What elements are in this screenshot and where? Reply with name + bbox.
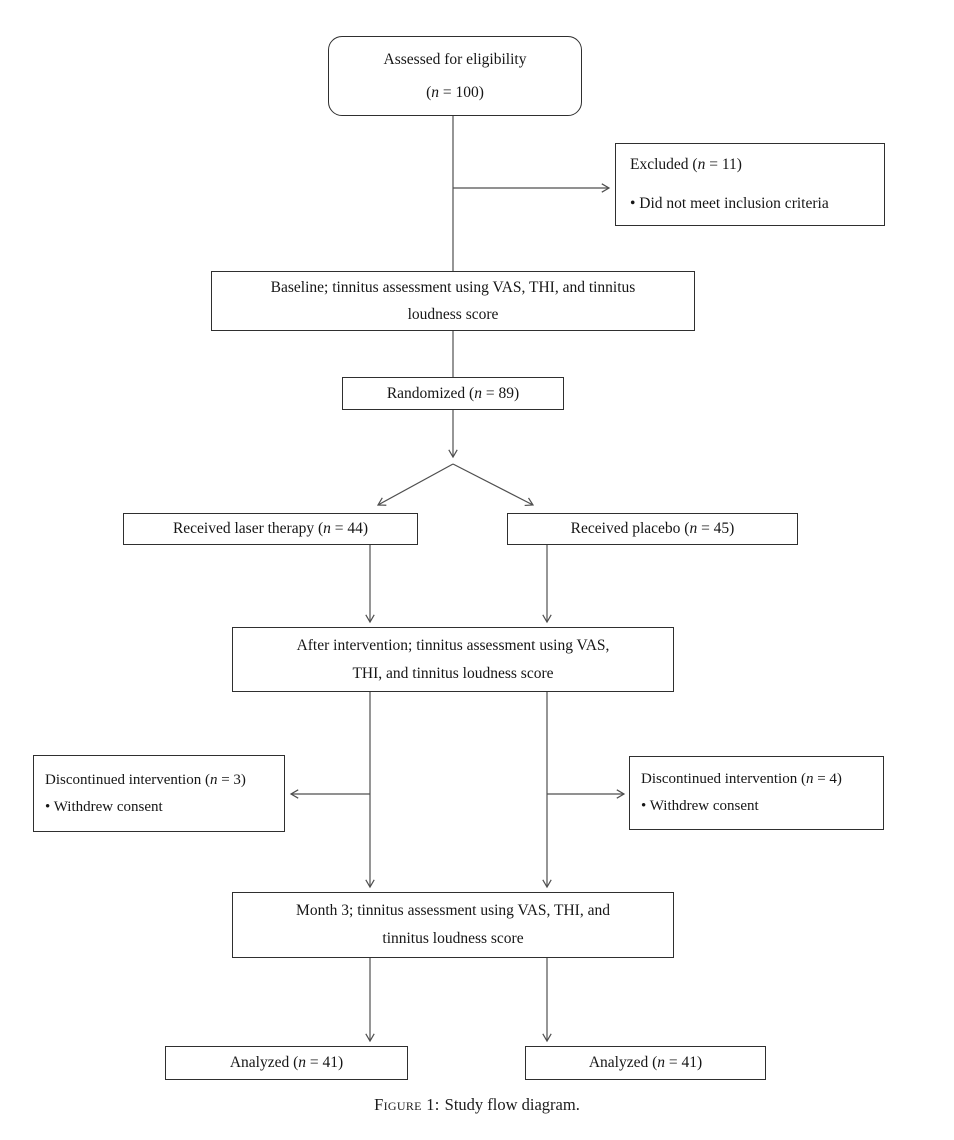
node-text: Analyzed (n = 41) [229, 1054, 344, 1071]
node-text: Received laser therapy (n = 44) [172, 520, 369, 537]
node-text: Analyzed (n = 41) [588, 1054, 703, 1071]
node-discontinued-left [33, 755, 285, 832]
node-count: (n = 100) [426, 84, 484, 101]
node-assessed-for-eligibility [328, 36, 582, 116]
node-text: Randomized (n = 89) [386, 384, 520, 402]
node-after-intervention-assessment [232, 627, 674, 692]
node-analyzed-left [165, 1046, 408, 1080]
node-text: Excluded (n = 11) [630, 156, 742, 173]
node-received-laser-therapy [123, 513, 418, 545]
node-randomized [342, 377, 564, 410]
node-discontinued-right [629, 756, 884, 830]
node-month3-assessment [232, 892, 674, 958]
arrow-branch-right-placebo [453, 464, 533, 505]
node-text: Discontinued intervention (n = 4) [641, 771, 842, 787]
node-excluded [615, 143, 885, 226]
node-text: Assessed for eligibility [383, 51, 527, 68]
node-analyzed-right [525, 1046, 766, 1080]
node-bullet-reason: • Withdrew consent [641, 798, 759, 814]
node-baseline-assessment [211, 271, 695, 331]
figure-caption-text: Study flow diagram. [444, 1095, 580, 1114]
node-text: Discontinued intervention (n = 3) [45, 771, 246, 788]
node-text: tinnitus loudness score [382, 930, 524, 947]
node-text: Month 3; tinnitus assessment using VAS, THI, and [296, 902, 610, 919]
node-text: Baseline; tinnitus assessment using VAS, THI, and tinnitus [270, 279, 636, 296]
node-text: THI, and tinnitus loudness score [352, 664, 554, 682]
node-text: loudness score [407, 306, 499, 323]
figure-caption [0, 1095, 954, 1115]
node-received-placebo [507, 513, 798, 545]
node-bullet-reason: • Withdrew consent [45, 798, 163, 815]
node-bullet-reason: • Did not meet inclusion criteria [630, 195, 829, 212]
node-text: Received placebo (n = 45) [570, 520, 735, 537]
arrow-branch-left-laser [378, 464, 453, 505]
figure-caption-label: Figure 1: [374, 1095, 440, 1114]
node-text: After intervention; tinnitus assessment using VAS, [296, 636, 610, 654]
